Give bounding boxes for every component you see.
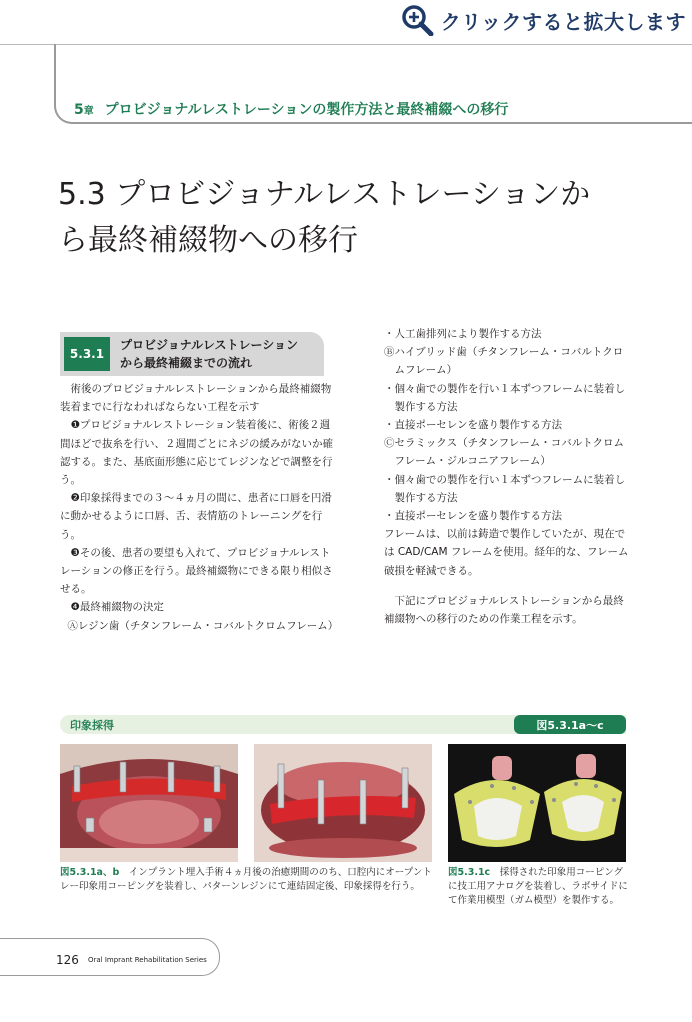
paragraph: ❸その後、患者の要望も入れて、プロビジョナルレストレーションの修正を行う。最終補綴物にできる限り相似させる。 xyxy=(60,546,333,596)
paragraph: フレームは、以前は鋳造で製作していたが、現在では CAD/CAM フレームを使用。経年的な、フレーム破損を軽減できる。 xyxy=(384,528,629,577)
paragraph: ❷印象採得までの３～４ヵ月の間に、患者に口唇を円滑に動かせるように口唇、舌、表情筋のトレーニングを行う。 xyxy=(60,492,332,541)
chapter-heading xyxy=(74,99,508,119)
caption-5-3-1c: 図5.3.1c 採得された印象用コーピングに技工用アナログを装着し、ラボサイドにて作業用模型（ガム模型）を製作する。 xyxy=(448,867,628,906)
zoom-banner[interactable] xyxy=(0,0,692,42)
paragraph: ❶プロビジョナルレストレーション装着後に、術後２週間ほどで抜糸を行い、２週間ごとにネジの緩みがないか確認する。また、基底面形態に応じてレジンなどで調整を行う。 xyxy=(60,419,333,487)
page-title: 5.3 プロビジョナルレストレーションか ら最終補綴物への移行 xyxy=(58,177,591,258)
section-heading xyxy=(60,332,324,376)
series-name: Oral Imprant Rehabilitation Series xyxy=(88,956,207,964)
photo-5-3-1c xyxy=(448,744,626,862)
paragraph: 術後のプロビジョナルレストレーションから最終補綴物装着までに行なわればならない工程を示す xyxy=(60,383,332,414)
section-number: 5.3.1 xyxy=(64,337,110,371)
list-item: ・個々歯での製作を行い１本ずつフレームに装着し製作する方法 xyxy=(384,473,626,504)
page-number: 126 xyxy=(56,953,79,967)
magnifier-plus-icon xyxy=(401,4,435,36)
zoom-link[interactable] xyxy=(401,4,686,36)
caption-5-3-1ab: 図5.3.1a、b インプラント埋入手術４ヵ月後の治癒期間ののち、口腔内にオープントレー印象用コーピングを装着し、パターンレジンにて連結固定後、印象採得を行う。 xyxy=(60,867,432,892)
right-column xyxy=(384,325,632,628)
figure-bar xyxy=(60,715,626,734)
chapter-title: プロビジョナルレストレーションの製作方法と最終補綴への移行 xyxy=(104,102,509,118)
list-item: ・直接ポーセレンを盛り製作する方法 xyxy=(384,419,563,432)
photo-5-3-1a xyxy=(60,744,238,862)
list-item: ・個々歯での製作を行い１本ずつフレームに装着し製作する方法 xyxy=(384,382,626,413)
paragraph: Ⓐレジン歯（チタンフレーム・コバルトクロムフレーム） xyxy=(67,619,339,632)
paragraph: 下記にプロビジョナルレストレーションから最終補綴物への移行のための作業工程を示す。 xyxy=(384,594,624,626)
list-item: Ⓑハイブリッド歯（チタンフレーム・コバルトクロムフレーム） xyxy=(384,346,624,377)
left-column xyxy=(60,380,339,635)
photo-5-3-1b xyxy=(254,744,432,862)
list-item: Ⓒセラミックス（チタンフレーム・コバルトクロムフレーム・ジルコニアフレーム） xyxy=(384,437,625,468)
paragraph: ❹最終補綴物の決定 xyxy=(70,601,164,614)
list-item: ・人工歯排列により製作する方法 xyxy=(384,328,542,340)
section-title: プロビジョナルレストレーション から最終補綴までの流れ xyxy=(120,338,299,370)
figure-tag: 図5.3.1a～c xyxy=(514,715,626,734)
figure-bar-label: 印象採得 xyxy=(70,719,114,732)
zoom-text[interactable]: クリックすると拡大します xyxy=(440,9,686,34)
chapter-number: 5章 xyxy=(74,102,94,118)
list-item: ・直接ポーセレンを盛り製作する方法 xyxy=(384,510,563,523)
